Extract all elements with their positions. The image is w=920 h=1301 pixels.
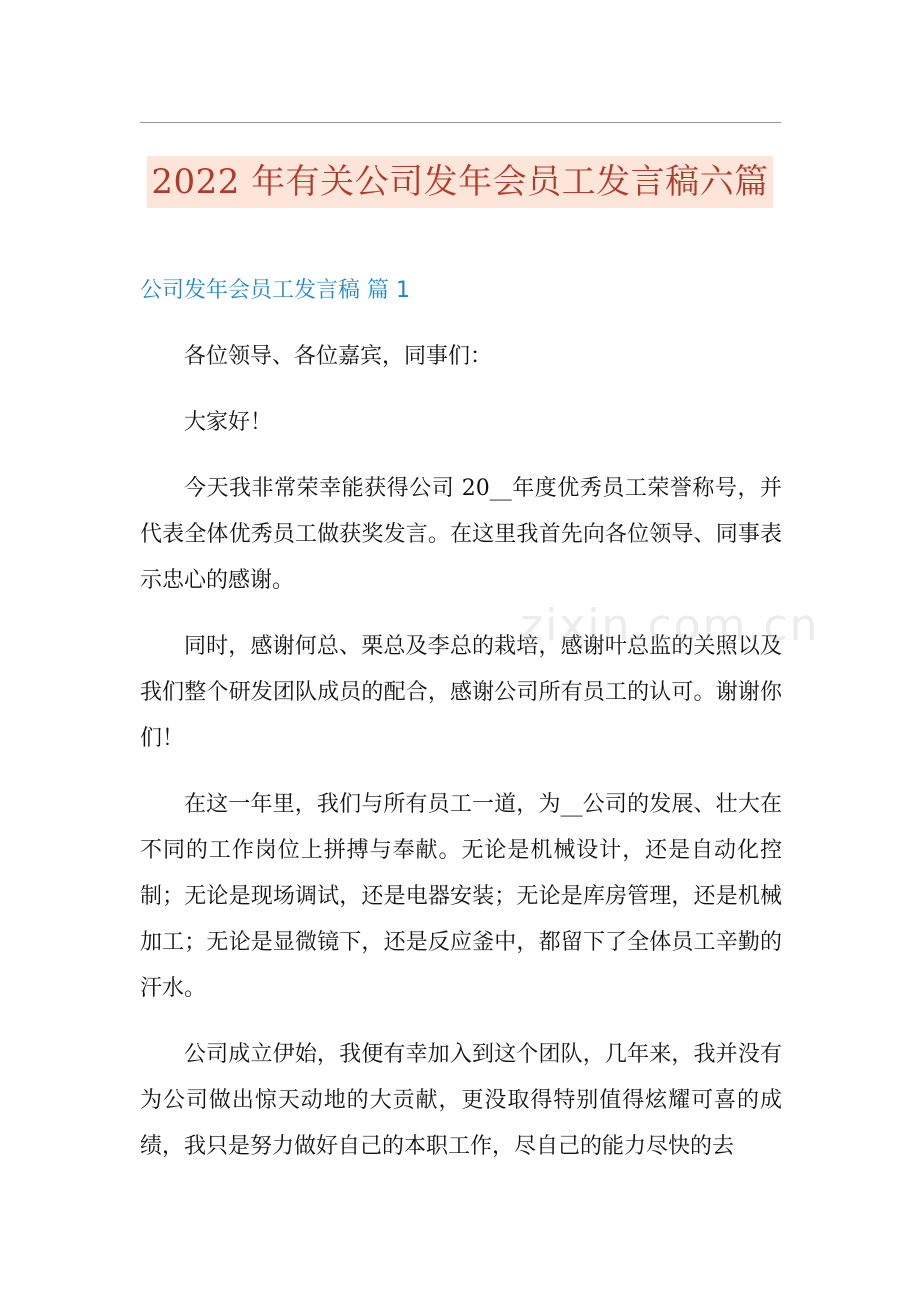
section-heading: 公司发年会员工发言稿 篇 1 [140, 278, 410, 303]
watermark: zixin.com.cn [520, 600, 820, 651]
paragraph-greeting: 各位领导、各位嘉宾，同事们： [184, 344, 493, 369]
top-divider [140, 122, 781, 123]
title-container [0, 156, 920, 208]
paragraph: 同时，感谢何总、栗总及李总的栽培，感谢叶总监的关照以及我们整个研发团队成员的配合，感谢公司所有员工的认可。谢谢你们！ [140, 634, 782, 751]
paragraph: 公司成立伊始，我便有幸加入到这个团队，几年来，我并没有为公司做出惊天动地的大贡献，更没取得特别值得炫耀可喜的成绩，我只是努力做好自己的本职工作，尽自己的能力尽快的去 [140, 1042, 782, 1159]
paragraph-hello: 大家好！ [184, 410, 273, 435]
paragraph: 今天我非常荣幸能获得公司 20__年度优秀员工荣誉称号，并代表全体优秀员工做获奖发言。在这里我首先向各位领导、同事表示忠心的感谢。 [140, 476, 782, 593]
paragraph: 在这一年里，我们与所有员工一道，为__公司的发展、壮大在不同的工作岗位上拼搏与奉献。无论是机械设计，还是自动化控制；无论是现场调试，还是电器安装；无论是库房管理，还是机械加工；无论是显微镜下，还是反应釜中，都留下了全体员工辛勤的汗水。 [140, 792, 782, 1001]
document-title: 2022 年有关公司发年会员工发言稿六篇 [147, 156, 772, 208]
body-text [140, 334, 782, 1190]
